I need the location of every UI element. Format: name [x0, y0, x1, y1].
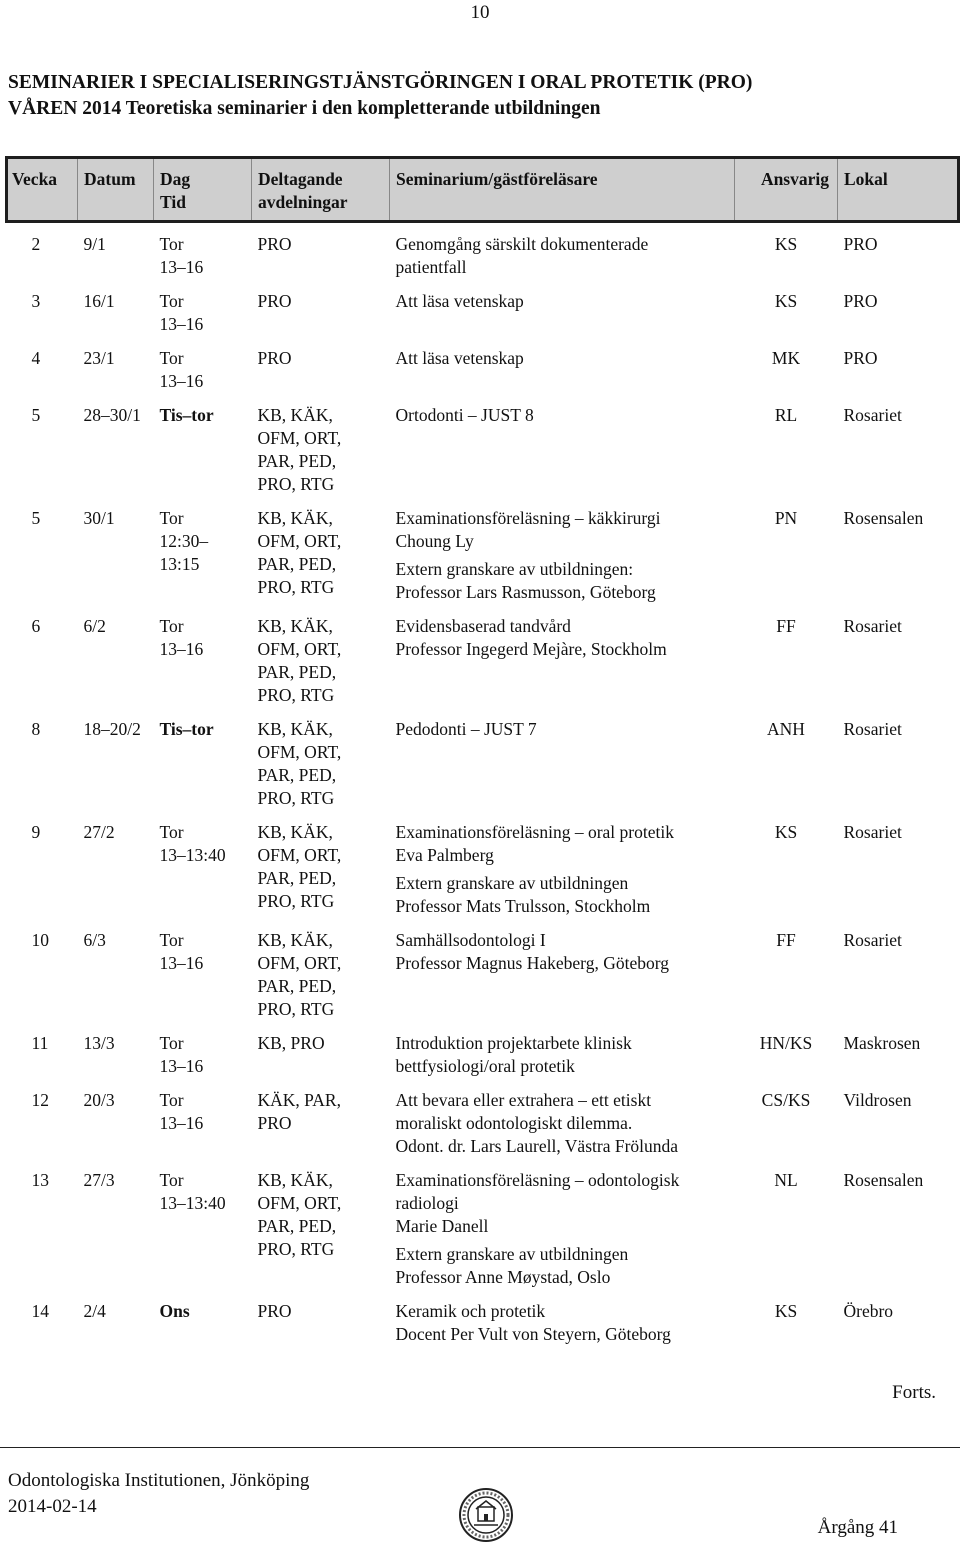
seminarium-line: Pedodonti – JUST 7 [395, 719, 537, 739]
cell-lokal: PRO [843, 348, 878, 368]
dag-tid-line: Tor [159, 616, 184, 636]
header-tid: Tid [160, 192, 186, 212]
deltagande-line: OFM, ORT, [257, 639, 342, 659]
seminarium-line: Professor Anne Møystad, Oslo [395, 1267, 611, 1287]
cell-dag-tid [154, 404, 252, 507]
deltagande-line: PAR, PED, [257, 765, 337, 785]
dag-tid-line: 13–16 [159, 314, 204, 334]
cell-ansvarig: PN [774, 508, 798, 528]
seminarium-line: bettfysiologi/oral protetik [395, 1056, 575, 1076]
dag-tid-line: 13–13:40 [159, 1193, 226, 1213]
seminarium-block [396, 929, 735, 975]
deltagande-line: OFM, ORT, [257, 1193, 342, 1213]
cell-lokal: Rosensalen [843, 1170, 924, 1190]
cell-seminarium [390, 1300, 735, 1357]
cell-ansvarig: KS [774, 234, 798, 254]
seminarium-line: Odont. dr. Lars Laurell, Västra Frölunda [395, 1136, 679, 1156]
deltagande-line: KB, KÄK, [257, 822, 333, 842]
table-row [7, 615, 959, 718]
cell-datum: 27/3 [83, 1170, 115, 1190]
seminarium-line: Eva Palmberg [395, 845, 494, 865]
seminarium-block [396, 507, 735, 553]
table-row [7, 1300, 959, 1357]
cell-deltagande [252, 821, 390, 929]
deltagande-line: PRO [257, 1113, 292, 1133]
dag-tid-line: 13–16 [159, 639, 204, 659]
deltagande-line: KB, KÄK, [257, 1170, 333, 1190]
cell-dag-tid [154, 929, 252, 1032]
deltagande-line: PRO, RTG [257, 788, 335, 808]
dag-tid-line: Tor [159, 1033, 184, 1053]
cell-lokal: Vildrosen [843, 1090, 912, 1110]
seminarium-block [396, 718, 735, 741]
cell-deltagande [252, 290, 390, 347]
cell-vecka: 10 [31, 930, 49, 950]
deltagande-line: PAR, PED, [257, 662, 337, 682]
seminarium-block [396, 558, 735, 604]
cell-ansvarig: NL [774, 1170, 798, 1190]
deltagande-line: OFM, ORT, [257, 428, 342, 448]
dag-tid-line: Tis–tor [159, 719, 214, 739]
deltagande-line: OFM, ORT, [257, 953, 342, 973]
header-deltagande [252, 158, 390, 222]
seminarium-block [396, 1300, 735, 1346]
cell-lokal: PRO [843, 291, 878, 311]
cell-seminarium [390, 1032, 735, 1089]
header-seminarium: Seminarium/gästföreläsare [390, 158, 735, 222]
cell-vecka: 12 [31, 1090, 49, 1110]
dag-tid-line: Tor [159, 1090, 184, 1110]
cell-seminarium [390, 615, 735, 718]
seminarium-line: Professor Lars Rasmusson, Göteborg [395, 582, 656, 602]
cell-datum: 16/1 [83, 291, 115, 311]
footer-divider [0, 1447, 960, 1448]
table-row [7, 1032, 959, 1089]
cell-seminarium [390, 507, 735, 615]
seminar-schedule-table [5, 156, 960, 1357]
deltagande-line: PRO, RTG [257, 891, 335, 911]
seminarium-block [396, 1169, 735, 1238]
deltagande-line: PAR, PED, [257, 868, 337, 888]
cell-datum: 28–30/1 [83, 405, 141, 425]
seminarium-line: Evidensbaserad tandvård [395, 616, 571, 636]
table-row [7, 1169, 959, 1300]
cell-seminarium [390, 929, 735, 1032]
deltagande-line: KB, KÄK, [257, 719, 333, 739]
header-dag-tid [154, 158, 252, 222]
cell-seminarium [390, 718, 735, 821]
cell-ansvarig: MK [771, 348, 801, 368]
cell-lokal: Rosariet [843, 405, 902, 425]
cell-ansvarig: KS [774, 291, 798, 311]
cell-datum: 9/1 [83, 234, 106, 254]
cell-dag-tid [154, 347, 252, 404]
table-header-row [7, 158, 959, 222]
deltagande-line: PRO [257, 1301, 292, 1321]
cell-vecka: 6 [31, 616, 41, 636]
cell-deltagande [252, 929, 390, 1032]
cell-ansvarig: RL [774, 405, 798, 425]
dag-tid-line: 12:30– [159, 531, 209, 551]
page-number: 10 [470, 2, 490, 23]
dag-tid-line: 13:15 [159, 554, 200, 574]
seminarium-line: Extern granskare av utbildningen [395, 873, 629, 893]
table-row [7, 507, 959, 615]
seminarium-block [396, 347, 735, 370]
deltagande-line: KB, PRO [257, 1033, 325, 1053]
cell-ansvarig: FF [776, 616, 796, 636]
cell-dag-tid [154, 222, 252, 291]
cell-deltagande [252, 1169, 390, 1300]
cell-dag-tid [154, 1169, 252, 1300]
cell-lokal: PRO [843, 234, 878, 254]
seminarium-block [396, 872, 735, 918]
seminarium-block [396, 1089, 735, 1158]
deltagande-line: OFM, ORT, [257, 845, 342, 865]
dag-tid-line: Ons [159, 1301, 190, 1321]
cell-vecka: 8 [31, 719, 41, 739]
dag-tid-line: Tor [159, 234, 184, 254]
deltagande-line: PRO, RTG [257, 474, 335, 494]
cell-deltagande [252, 222, 390, 291]
seminarium-line: Choung Ly [395, 531, 474, 551]
header-deltagande-2: avdelningar [258, 192, 348, 212]
seminarium-line: Att läsa vetenskap [395, 348, 524, 368]
title-line-1: SEMINARIER I SPECIALISERINGSTJÄNSTGÖRINGEN I ORAL PROTETIK (PRO) [8, 72, 753, 93]
seminarium-line: Professor Magnus Hakeberg, Göteborg [395, 953, 669, 973]
cell-deltagande [252, 1089, 390, 1169]
seminarium-line: Extern granskare av utbildningen [395, 1244, 629, 1264]
cell-vecka: 4 [31, 348, 41, 368]
table-row [7, 404, 959, 507]
cell-dag-tid [154, 507, 252, 615]
cell-deltagande [252, 615, 390, 718]
seminarium-block [396, 290, 735, 313]
seminarium-line: Att bevara eller extrahera – ett etiskt [395, 1090, 652, 1110]
cell-deltagande [252, 507, 390, 615]
deltagande-line: PRO [257, 291, 292, 311]
table-row [7, 347, 959, 404]
cell-seminarium [390, 821, 735, 929]
deltagande-line: KB, KÄK, [257, 508, 333, 528]
header-ansvarig: Ansvarig [735, 158, 838, 222]
table-row [7, 222, 959, 291]
cell-vecka: 5 [31, 508, 41, 528]
deltagande-line: PAR, PED, [257, 1216, 337, 1236]
seminarium-line: Introduktion projektarbete klinisk [395, 1033, 632, 1053]
table-row [7, 821, 959, 929]
seminarium-line: Genomgång särskilt dokumenterade [395, 234, 649, 254]
seminarium-block [396, 233, 735, 279]
cell-vecka: 13 [31, 1170, 49, 1190]
dag-tid-line: Tor [159, 508, 184, 528]
cell-ansvarig: FF [776, 930, 796, 950]
deltagande-line: KB, KÄK, [257, 616, 333, 636]
cell-ansvarig: KS [774, 1301, 798, 1321]
seminarium-line: Att läsa vetenskap [395, 291, 524, 311]
dag-tid-line: Tor [159, 930, 184, 950]
seminarium-block [396, 1243, 735, 1289]
cell-dag-tid [154, 718, 252, 821]
seminarium-line: Professor Ingegerd Mejàre, Stockholm [395, 639, 667, 659]
seminarium-line: Samhällsodontologi I [395, 930, 546, 950]
institution-seal-icon [458, 1487, 514, 1543]
dag-tid-line: Tor [159, 291, 184, 311]
deltagande-line: PRO, RTG [257, 685, 335, 705]
seminarium-block [396, 615, 735, 661]
deltagande-line: PAR, PED, [257, 451, 337, 471]
cell-seminarium [390, 404, 735, 507]
cell-seminarium [390, 290, 735, 347]
cell-datum: 20/3 [83, 1090, 115, 1110]
seminarium-line: Examinationsföreläsning – odontologisk [395, 1170, 680, 1190]
deltagande-line: PRO, RTG [257, 999, 335, 1019]
continued-note: Forts. [892, 1382, 936, 1403]
cell-vecka: 14 [31, 1301, 49, 1321]
cell-lokal: Rosariet [843, 822, 902, 842]
header-datum: Datum [78, 158, 154, 222]
deltagande-line: PAR, PED, [257, 554, 337, 574]
seminarium-line: Extern granskare av utbildningen: [395, 559, 634, 579]
cell-dag-tid [154, 821, 252, 929]
header-deltagande-1: Deltagande [258, 169, 343, 189]
footer-date: 2014-02-14 [8, 1496, 97, 1517]
deltagande-line: KB, KÄK, [257, 405, 333, 425]
seminarium-block [396, 404, 735, 427]
seminarium-line: Docent Per Vult von Steyern, Göteborg [395, 1324, 671, 1344]
deltagande-line: KÄK, PAR, [257, 1090, 341, 1110]
cell-seminarium [390, 347, 735, 404]
cell-datum: 23/1 [83, 348, 115, 368]
footer-institution: Odontologiska Institutionen, Jönköping [8, 1470, 310, 1491]
table-row [7, 290, 959, 347]
cell-lokal: Rosariet [843, 616, 902, 636]
schedule-body [7, 222, 959, 1358]
deltagande-line: KB, KÄK, [257, 930, 333, 950]
table-row [7, 718, 959, 821]
cell-vecka: 2 [31, 234, 41, 254]
deltagande-line: PAR, PED, [257, 976, 337, 996]
deltagande-line: PRO [257, 234, 292, 254]
deltagande-line: PRO [257, 348, 292, 368]
cell-lokal: Rosensalen [843, 508, 924, 528]
table-row [7, 929, 959, 1032]
table-row [7, 1089, 959, 1169]
cell-datum: 27/2 [83, 822, 115, 842]
seminarium-block [396, 1032, 735, 1078]
cell-dag-tid [154, 290, 252, 347]
cell-ansvarig: KS [774, 822, 798, 842]
cell-vecka: 3 [31, 291, 41, 311]
seminarium-line: moraliskt odontologiskt dilemma. [395, 1113, 633, 1133]
header-lokal: Lokal [838, 158, 959, 222]
deltagande-line: PRO, RTG [257, 1239, 335, 1259]
dag-tid-line: 13–13:40 [159, 845, 226, 865]
cell-deltagande [252, 718, 390, 821]
cell-vecka: 5 [31, 405, 41, 425]
seminarium-line: Examinationsföreläsning – käkkirurgi [395, 508, 661, 528]
seminarium-line: radiologi [395, 1193, 459, 1213]
document-title [8, 70, 752, 122]
dag-tid-line: 13–16 [159, 257, 204, 277]
dag-tid-line: 13–16 [159, 371, 204, 391]
cell-vecka: 11 [31, 1033, 49, 1053]
cell-lokal: Rosariet [843, 930, 902, 950]
cell-deltagande [252, 1300, 390, 1357]
cell-seminarium [390, 1089, 735, 1169]
cell-ansvarig: HN/KS [759, 1033, 813, 1053]
cell-deltagande [252, 347, 390, 404]
cell-seminarium [390, 1169, 735, 1300]
cell-datum: 2/4 [83, 1301, 106, 1321]
cell-lokal: Rosariet [843, 719, 902, 739]
cell-lokal: Örebro [843, 1301, 894, 1321]
cell-ansvarig: ANH [767, 719, 805, 739]
dag-tid-line: Tor [159, 822, 184, 842]
cell-deltagande [252, 1032, 390, 1089]
dag-tid-line: 13–16 [159, 1113, 204, 1133]
cell-datum: 6/3 [83, 930, 106, 950]
cell-seminarium [390, 222, 735, 291]
seminarium-line: Ortodonti – JUST 8 [395, 405, 534, 425]
dag-tid-line: Tor [159, 1170, 184, 1190]
header-dag: Dag [160, 169, 191, 189]
dag-tid-line: Tis–tor [159, 405, 214, 425]
seminarium-block [396, 821, 735, 867]
footer-left [8, 1468, 309, 1520]
deltagande-line: OFM, ORT, [257, 742, 342, 762]
cell-dag-tid [154, 1032, 252, 1089]
seminarium-line: patientfall [395, 257, 467, 277]
deltagande-line: OFM, ORT, [257, 531, 342, 551]
cell-datum: 18–20/2 [83, 719, 141, 739]
dag-tid-line: Tor [159, 348, 184, 368]
cell-dag-tid [154, 1300, 252, 1357]
deltagande-line: PRO, RTG [257, 577, 335, 597]
seminarium-line: Marie Danell [395, 1216, 489, 1236]
seminarium-line: Keramik och protetik [395, 1301, 546, 1321]
cell-datum: 30/1 [83, 508, 115, 528]
cell-datum: 6/2 [83, 616, 106, 636]
dag-tid-line: 13–16 [159, 953, 204, 973]
footer-volume: Årgång 41 [817, 1517, 898, 1538]
dag-tid-line: 13–16 [159, 1056, 204, 1076]
cell-lokal: Maskrosen [843, 1033, 921, 1053]
cell-dag-tid [154, 615, 252, 718]
seminarium-line: Examinationsföreläsning – oral protetik [395, 822, 674, 842]
seminarium-line: Professor Mats Trulsson, Stockholm [395, 896, 651, 916]
cell-dag-tid [154, 1089, 252, 1169]
cell-ansvarig: CS/KS [761, 1090, 811, 1110]
cell-vecka: 9 [31, 822, 41, 842]
header-vecka: Vecka [7, 158, 78, 222]
title-line-2: VÅREN 2014 Teoretiska seminarier i den kompletterande utbildningen [8, 98, 601, 119]
cell-datum: 13/3 [83, 1033, 115, 1053]
cell-deltagande [252, 404, 390, 507]
